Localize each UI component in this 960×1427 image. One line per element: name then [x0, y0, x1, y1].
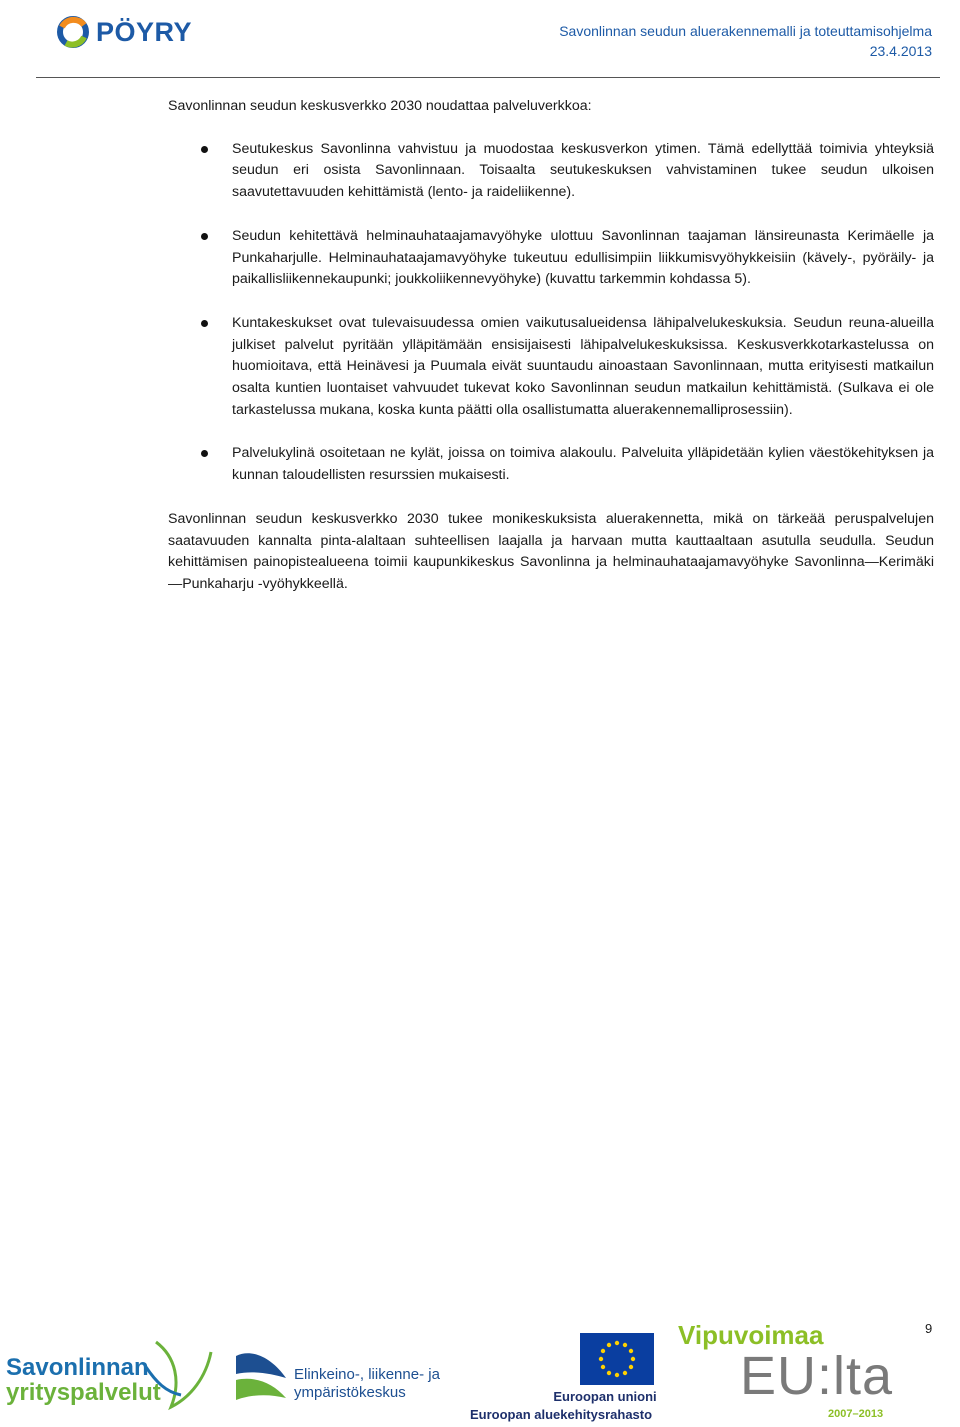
vipuvoimaa-logo [678, 1320, 918, 1424]
ely-logo-line1: Elinkeino-, liikenne- ja [294, 1366, 440, 1383]
intro-paragraph: Savonlinnan seudun keskusverkko 2030 noudattaa palveluverkkoa: [168, 98, 592, 114]
list-item [168, 443, 934, 486]
bullet-icon [201, 320, 208, 327]
document-date: 23.4.2013 [869, 43, 932, 59]
vipuvoimaa-eu: EU:lta [740, 1346, 894, 1406]
eu-flag-icon [580, 1333, 654, 1385]
savonlinna-yrityspalvelut-logo [6, 1337, 218, 1417]
savonlinna-logo-line2: yrityspalvelut [6, 1379, 161, 1406]
poyry-logo [56, 4, 236, 60]
bullet-icon [201, 450, 208, 457]
poyry-logo-text: PÖYRY [96, 16, 193, 47]
closing-paragraph: Savonlinnan seudun keskusverkko 2030 tukee monikeskuksista aluerakennetta, mikä on tärkeää peruspalvelujen saatavuuden kannalta pinta-alaltaan suhteellisen laajalla ja harvaan mutta kauttaaltaan asutulla seudulla. Seudun kehittämisen painopistealueena toimii kaupunkikeskus Savonlinna ja helminauhataajamavyöhyke Savonlinna—Kerimäki—Punkaharju -vyöhykkeellä. [168, 510, 934, 592]
eu-logo-sub: Euroopan aluekehitysrahasto [470, 1407, 653, 1422]
page-number: 9 [925, 1321, 933, 1336]
ely-logo [232, 1348, 472, 1410]
poyry-swirl-icon [56, 15, 90, 49]
vipuvoimaa-years: 2007–2013 [828, 1408, 884, 1420]
list-item-text: Seutukeskus Savonlinna vahvistuu ja muodostaa keskusverkon ytimen. Tämä edellyttää toimivia yhteyksiä seudun eri osista Savonlinnaan. Toisaalta seutukeskuksen vahvistaminen tukee seudun ulkoisen saavutettavuuden kehittämistä (lento- ja raideliikenne). [232, 140, 934, 201]
vipuvoimaa-title: Vipuvoimaa [678, 1320, 824, 1350]
header-divider [36, 77, 940, 78]
list-item-text: Kuntakeskukset ovat tulevaisuudessa omien vaikutusalueidensa lähipalvelukeskuksia. Seudun reuna-alueilla julkiset palvelut pyritään ylläpitämään ensisijaisesti lähipalvelukeskuksissa. Keskusverkkotarkastelussa on huomioitava, että Heinävesi ja Puumala eivät suuntaudu ainoastaan Savonlinnaan, mutta erityisesti matkailun osalta kuntien luontaiset vahvuudet tukevat koko Savonlinnan seudun matkailun kehittämistä. (Sulkava ei ole tarkastelussa mukana, koska kunta päätti olla osallistumatta aluerakennemalliprosessiin). [232, 314, 934, 418]
savonlinna-logo-line1: Savonlinnan [6, 1354, 149, 1381]
header-info [559, 21, 932, 61]
page-header [0, 0, 960, 80]
list-item [168, 139, 934, 204]
bullet-icon [201, 233, 208, 240]
bullet-list [168, 139, 934, 487]
ely-emblem-icon [232, 1348, 290, 1410]
document-title: Savonlinnan seudun aluerakennemalli ja toteuttamisohjelma [559, 23, 932, 39]
bullet-icon [201, 146, 208, 153]
list-item [168, 313, 934, 422]
document-body [168, 96, 934, 596]
eu-logo-label: Euroopan unioni [553, 1389, 657, 1404]
list-item [168, 226, 934, 291]
list-item-text: Palvelukylinä osoitetaan ne kylät, joissa on toimiva alakoulu. Palveluita ylläpidetään kylien väestökehityksen ja kunnan taloudellisten resurssien mukaisesti. [232, 445, 934, 484]
eu-logo [470, 1333, 660, 1425]
ely-logo-line2: ympäristökeskus [294, 1384, 406, 1401]
list-item-text: Seudun kehitettävä helminauhataajamavyöhyke ulottuu Savonlinnan taajaman länsireunasta Kerimäelle ja Punkaharjulle. Helminauhataajamavyöhyke tukeutuu edullisimpiin liikkumisvyöhykkeisiin (kävely-, pyöräily- ja paikallisliikennekaupunki; joukkoliikennevyöhyke) (kuvattu tarkemmin kohdassa 5). [232, 227, 934, 288]
